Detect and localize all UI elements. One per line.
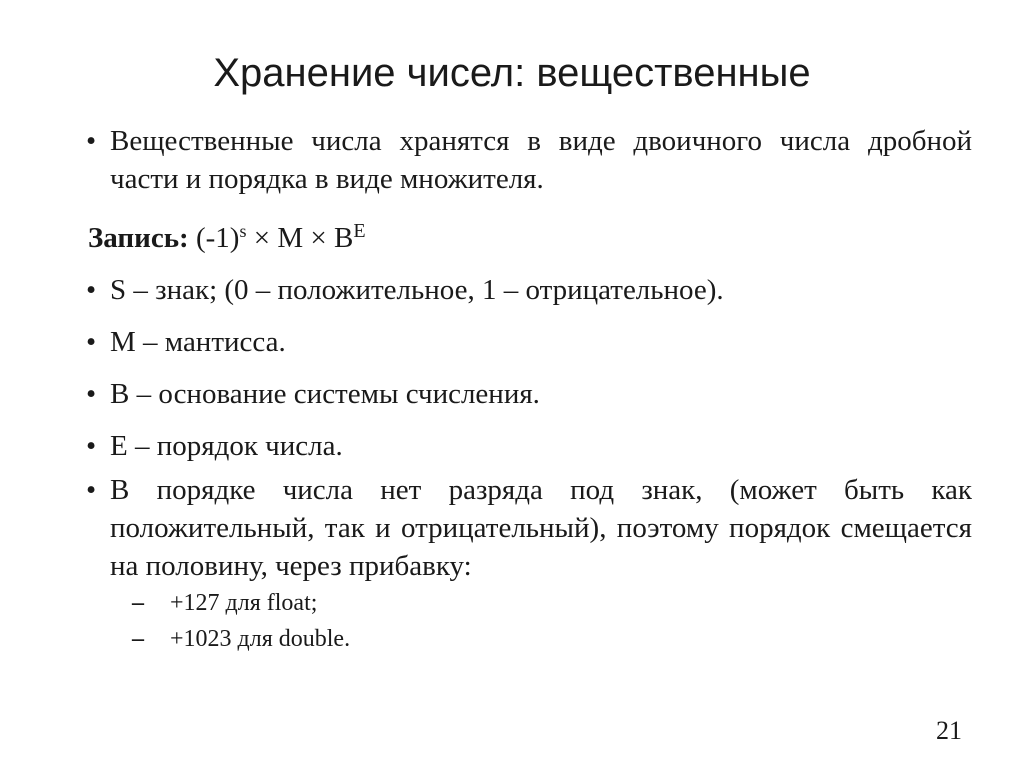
sub-item-text: +1023 для double. bbox=[170, 626, 351, 652]
formula-part-2: × M × B bbox=[246, 222, 354, 254]
bullet-icon: • bbox=[86, 378, 97, 410]
bullet-icon: • bbox=[86, 430, 97, 462]
bullet-sign bbox=[84, 271, 972, 309]
formula-label: Запись: bbox=[88, 222, 189, 254]
dash-icon: – bbox=[132, 590, 144, 616]
bullet-text: S – знак; (0 – положительное, 1 – отрицательное). bbox=[110, 274, 724, 306]
formula-exponent-s: s bbox=[239, 221, 247, 241]
bullet-text: E – порядок числа. bbox=[110, 430, 343, 462]
bullet-bias bbox=[84, 471, 972, 585]
bullet-icon: • bbox=[86, 326, 97, 358]
slide-title: Хранение чисел: вещественные bbox=[213, 51, 811, 95]
bullet-mantissa bbox=[84, 323, 972, 361]
bullet-text: M – мантисса. bbox=[110, 326, 286, 358]
formula-part-1: (-1) bbox=[195, 222, 240, 254]
bullet-text: В порядке числа нет разряда под знак, (может быть как положительный, так и отрицательный), поэтому порядок смещается на половину, через прибавку: bbox=[110, 474, 972, 582]
bullet-base bbox=[84, 375, 972, 413]
page-number: 21 bbox=[936, 716, 962, 745]
bullet-intro bbox=[84, 122, 972, 198]
bullet-exponent bbox=[84, 427, 972, 465]
sub-item-text: +127 для float; bbox=[170, 590, 318, 616]
bullet-text: B – основание системы счисления. bbox=[110, 378, 540, 410]
formula-exponent-e: E bbox=[353, 220, 366, 242]
formula-line bbox=[84, 212, 972, 257]
bullet-icon: • bbox=[86, 274, 97, 306]
bullet-text: Вещественные числа хранятся в виде двоичного числа дробной части и порядка в виде множителя. bbox=[110, 125, 972, 195]
bullet-icon: • bbox=[86, 125, 97, 157]
bullet-icon: • bbox=[86, 474, 97, 506]
dash-icon: – bbox=[132, 626, 144, 652]
sub-item-float bbox=[84, 585, 972, 621]
slide-body bbox=[84, 122, 972, 657]
sub-item-double bbox=[84, 621, 972, 657]
